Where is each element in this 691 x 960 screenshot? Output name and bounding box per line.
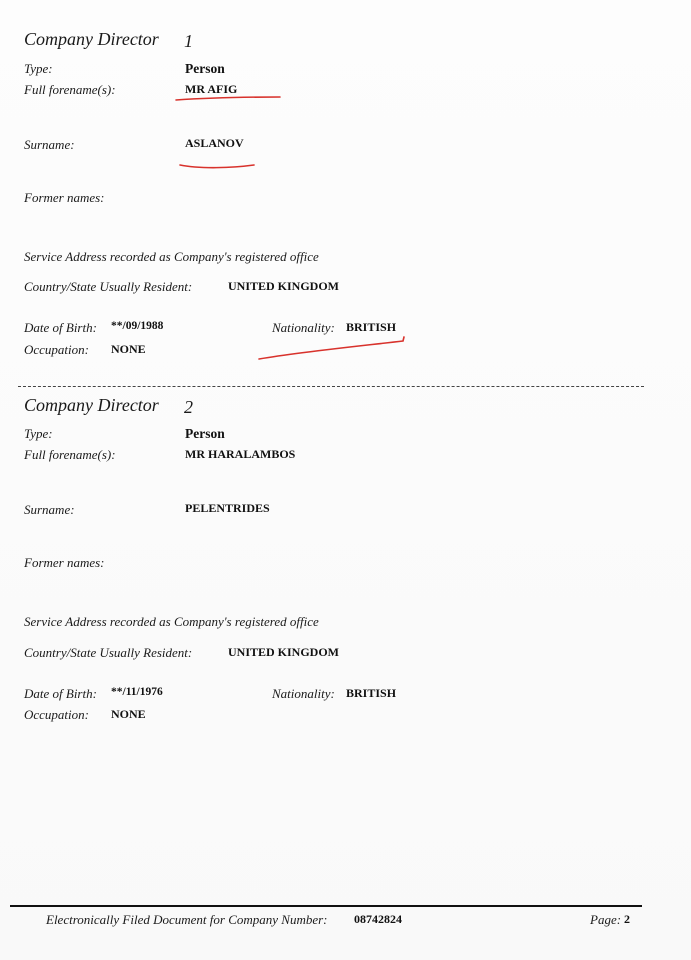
footer-filed-text: Electronically Filed Document for Company Number: [46, 912, 328, 927]
occupation-label: Occupation: [24, 342, 89, 357]
type-label: Type: [24, 426, 53, 441]
dob-value: **/09/1988 [111, 320, 164, 332]
country-label: Country/State Usually Resident: [24, 279, 193, 294]
director-number: 2 [184, 397, 193, 417]
occupation-value: NONE [111, 342, 146, 356]
forename-underline-mark [176, 97, 280, 100]
nationality-label: Nationality: [272, 686, 335, 701]
service-address-note: Service Address recorded as Company's registered office [24, 614, 319, 629]
country-label: Country/State Usually Resident: [24, 645, 193, 660]
type-value: Person [185, 426, 225, 441]
surname-value: PELENTRIDES [185, 501, 270, 515]
surname-label: Surname: [24, 502, 75, 517]
former-names-label: Former names: [24, 190, 105, 205]
nationality-value: BRITISH [346, 320, 397, 334]
section-divider [18, 386, 644, 387]
surname-label: Surname: [24, 137, 75, 152]
service-address-note: Service Address recorded as Company's registered office [24, 249, 319, 264]
forename-value: MR HARALAMBOS [185, 447, 296, 461]
footer-company-number: 08742824 [354, 912, 402, 926]
nationality-value: BRITISH [346, 686, 397, 700]
type-value: Person [185, 61, 225, 76]
occupation-value: NONE [111, 707, 146, 721]
forename-label: Full forename(s): [24, 82, 116, 97]
director-heading: Company Director [24, 395, 159, 415]
dob-label: Date of Birth: [24, 686, 97, 701]
country-value: UNITED KINGDOM [228, 645, 340, 659]
forename-value: MR AFIG [185, 82, 238, 96]
surname-underline-mark [180, 165, 254, 168]
director-number: 1 [184, 31, 193, 51]
surname-value: ASLANOV [185, 136, 244, 150]
footer-page-number: 2 [624, 912, 630, 926]
forename-label: Full forename(s): [24, 447, 116, 462]
footer-page-label: Page: [590, 912, 622, 927]
dob-value: **/11/1976 [111, 686, 163, 698]
country-value: UNITED KINGDOM [228, 279, 340, 293]
director-heading: Company Director [24, 29, 159, 49]
occupation-label: Occupation: [24, 707, 89, 722]
nationality-underline-mark [259, 337, 404, 359]
footer-rule [10, 905, 642, 907]
dob-label: Date of Birth: [24, 320, 97, 335]
former-names-label: Former names: [24, 555, 105, 570]
nationality-label: Nationality: [272, 320, 335, 335]
type-label: Type: [24, 61, 53, 76]
